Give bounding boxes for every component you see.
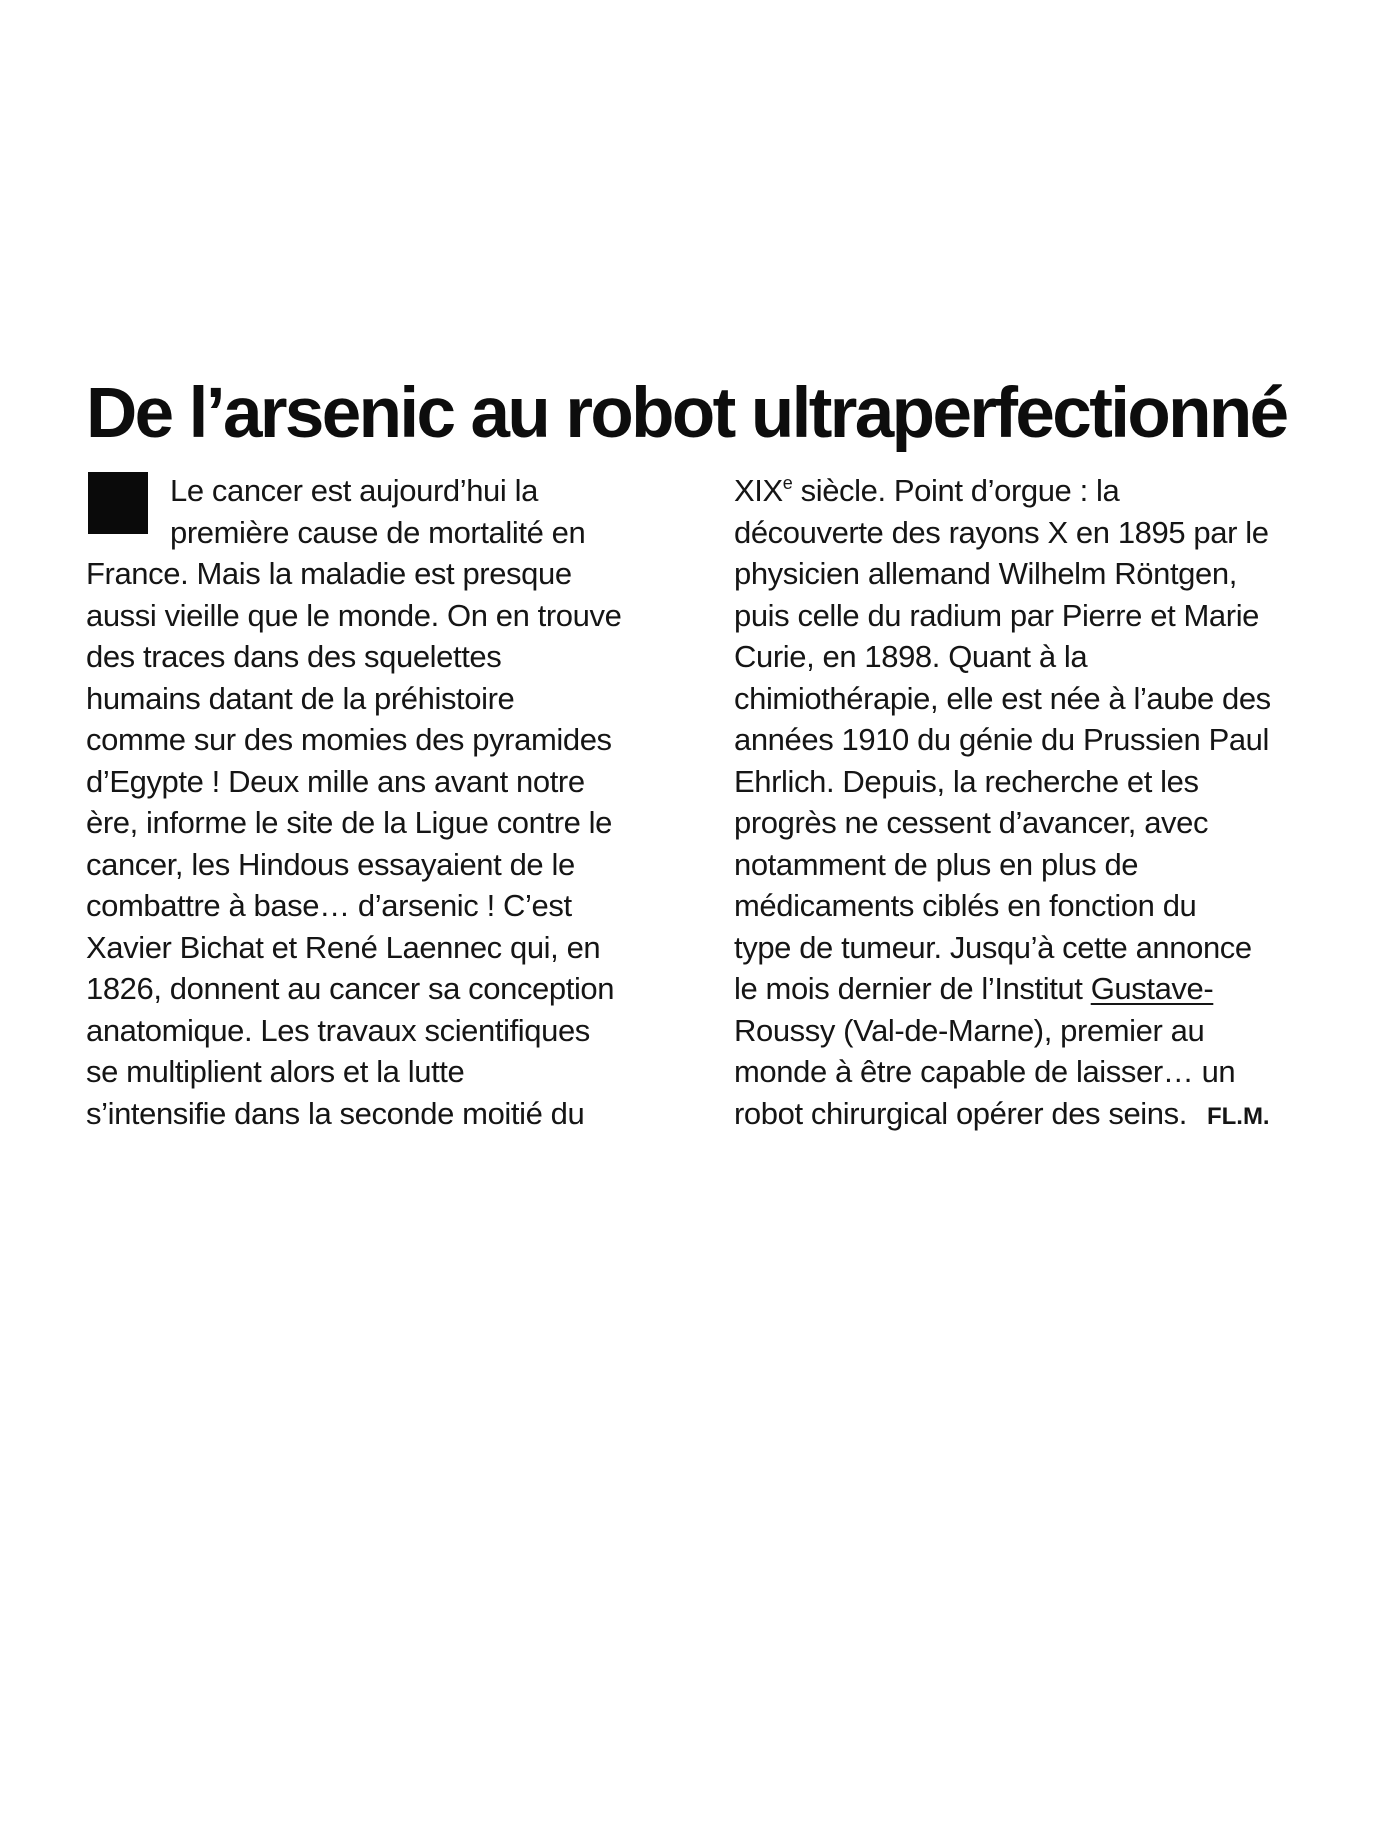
body-line: monde à être capable de laisser… un	[734, 1054, 1236, 1089]
body-line: années 1910 du génie du Prussien Paul	[734, 722, 1270, 757]
century-numeral: XIX	[734, 473, 783, 508]
body-line	[734, 1093, 1336, 1135]
body-line	[734, 470, 1336, 512]
body-line: Ehrlich. Depuis, la recherche et les	[734, 763, 1199, 799]
body-line: Curie, en 1898. Quant à la	[734, 639, 1088, 674]
body-line: médicaments ciblés en fonction du	[734, 888, 1197, 923]
body-line: physicien allemand Wilhelm Röntgen,	[734, 556, 1237, 591]
body-line: aussi vieille que le monde. On en trouve	[86, 597, 622, 633]
body-line: notamment de plus en plus de	[734, 846, 1139, 882]
author-signature: FL.M.	[1206, 1102, 1270, 1130]
body-line: se multiplient alors et la lutte	[86, 1054, 465, 1089]
left-column	[86, 470, 692, 1134]
body-line: type de tumeur. Jusqu’à cette annonce	[734, 929, 1252, 965]
body-line: d’Egypte ! Deux mille ans avant notre	[86, 763, 585, 799]
body-line: des traces dans des squelettes	[86, 639, 502, 674]
body-line: France. Mais la maladie est presque	[86, 556, 572, 591]
body-line: puis celle du radium par Pierre et Marie	[734, 597, 1260, 633]
body-line: combattre à base… d’arsenic ! C’est	[86, 888, 572, 923]
body-line: cancer, les Hindous essayaient de le	[86, 846, 575, 882]
body-line	[734, 968, 1336, 1010]
body-line: comme sur des momies des pyramides	[86, 722, 612, 757]
body-line: ère, informe le site de la Ligue contre le	[86, 805, 613, 840]
body-line: Le cancer est aujourd’hui la	[170, 473, 538, 508]
article-title: De l’arsenic au robot ultraperfectionné	[86, 374, 1287, 453]
body-line-text: siècle. Point d’orgue : la	[792, 473, 1120, 508]
body-line: s’intensifie dans la seconde moitié du	[86, 1095, 585, 1131]
body-line: découverte des rayons X en 1895 par le	[734, 514, 1269, 550]
institut-link[interactable]: Gustave-	[1090, 971, 1214, 1006]
body-line: chimiothérapie, elle est née à l’aube des	[734, 680, 1271, 716]
right-column	[734, 470, 1336, 1134]
body-line: Roussy (Val-de-Marne), premier au	[734, 1012, 1205, 1048]
century-superscript: e	[782, 473, 793, 493]
body-line-text: le mois dernier de l’Institut	[734, 971, 1091, 1006]
body-line: anatomique. Les travaux scientifiques	[86, 1012, 590, 1048]
article	[86, 372, 1336, 1131]
body-line: 1826, donnent au cancer sa conception	[86, 971, 615, 1006]
body-line: progrès ne cessent d’avancer, avec	[734, 805, 1209, 840]
body-line: Xavier Bichat et René Laennec qui, en	[86, 929, 601, 965]
body-line: humains datant de la préhistoire	[86, 680, 515, 716]
lead-square-marker	[88, 472, 148, 534]
body-line-text: robot chirurgical opérer des seins.	[734, 1095, 1187, 1131]
body-line: première cause de mortalité en	[170, 514, 586, 550]
